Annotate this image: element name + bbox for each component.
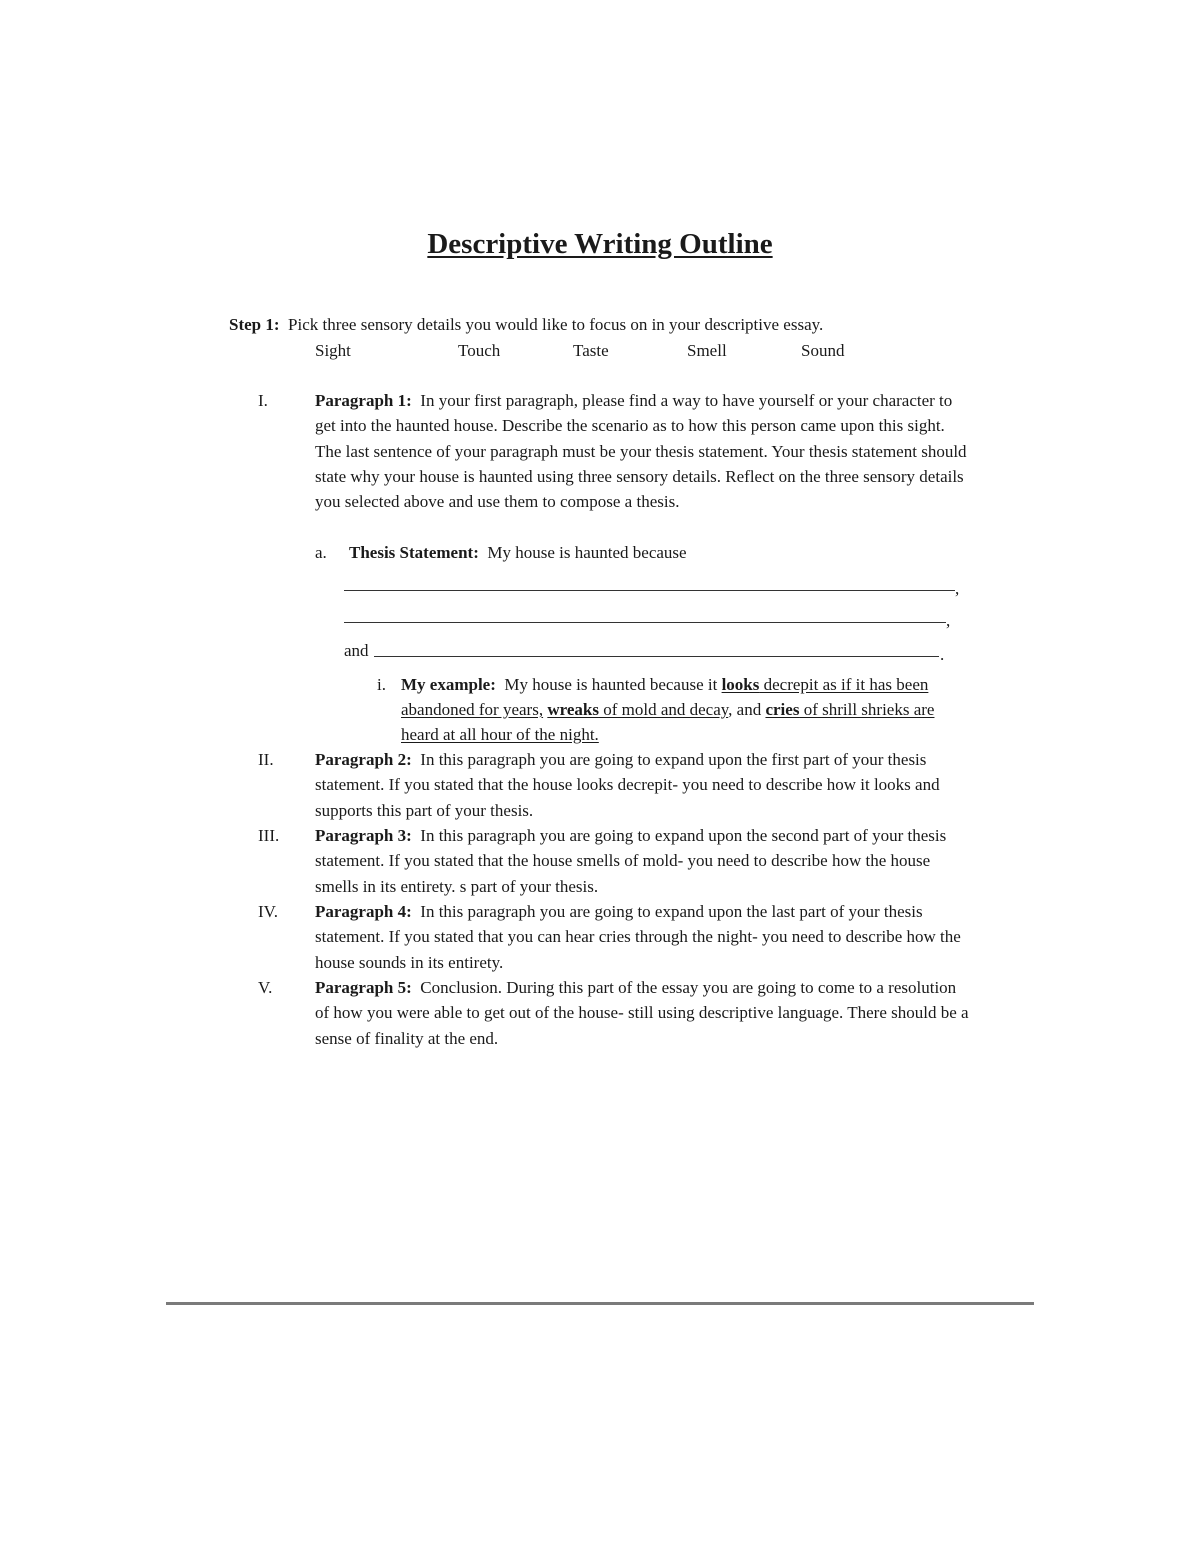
paragraph-label: Paragraph 1: [315, 391, 412, 410]
paragraph-label: Paragraph 5: [315, 978, 412, 997]
outline-item-text [315, 899, 970, 975]
thesis-blank-punct-2: , [946, 611, 951, 630]
example-separator-2: , and [728, 700, 766, 719]
example-keyword-wreaks: wreaks [547, 700, 599, 719]
step-1-label: Step 1: [229, 315, 280, 334]
example-keyword-looks: looks [721, 675, 760, 694]
outline-numeral: II. [258, 750, 274, 769]
paragraph-label: Paragraph 3: [315, 826, 412, 845]
outline-item-text [315, 823, 970, 899]
example-phrase-3: of shrill shrieks are heard at all hour of the night. [401, 700, 935, 744]
thesis-blank-line-3 [374, 656, 939, 657]
example-phrase-2: of mold and decay [598, 700, 729, 719]
footer-divider [166, 1302, 1034, 1305]
example-phrase-1: decrepit as if it has been abandoned for years, [401, 675, 929, 719]
outline-item-text [315, 975, 970, 1051]
sense-sound: Sound [801, 341, 845, 360]
paragraph-description: In this paragraph you are going to expand upon the first part of your thesis statement. If you stated that the house looks decrepit- you need to describe how it looks and supports this part of your thesis. [315, 750, 940, 820]
sense-taste: Taste [573, 341, 609, 360]
paragraph-label: Paragraph 2: [315, 750, 412, 769]
paragraph-description: In this paragraph you are going to expand upon the second part of your thesis statement. If you stated that the house smells of mold- you need to describe how the house smells in its entirety. s part of your thesis. [315, 826, 947, 896]
outline-item-text [315, 747, 970, 823]
example-keyword-cries: cries [765, 700, 800, 719]
step-1-instruction [229, 314, 989, 336]
sense-touch: Touch [458, 341, 501, 360]
thesis-text: My house is haunted because [487, 543, 687, 562]
paragraph-label: Paragraph 4: [315, 902, 412, 921]
thesis-blank-punct-1: , [955, 579, 960, 598]
outline-numeral: IV. [258, 902, 278, 921]
thesis-letter: a. [315, 543, 327, 562]
sense-list [229, 340, 989, 366]
outline-item-text [315, 388, 970, 514]
paragraph-description: Conclusion. During this part of the essay you are going to come to a resolution of how you were able to get out of the house- still using descriptive language. There should be a sense of finality at the end. [315, 978, 969, 1048]
example-lead: My house is haunted because it [504, 675, 722, 694]
sense-sight: Sight [315, 341, 351, 360]
thesis-and-label: and [344, 641, 369, 660]
step-1-text: Pick three sensory details you would like to focus on in your descriptive essay. [288, 315, 824, 334]
thesis-blank-line-1 [344, 590, 955, 591]
thesis-statement-prompt [315, 540, 687, 565]
page-title: Descriptive Writing Outline [427, 228, 773, 260]
paragraph-description: In this paragraph you are going to expand upon the last part of your thesis statement. If you stated that you can hear cries through the night- you need to describe how the house sounds in its entirety. [315, 902, 961, 972]
example-text [401, 672, 971, 747]
example-numeral: i. [377, 675, 386, 694]
outline-numeral: V. [258, 978, 273, 997]
outline-numeral: I. [258, 391, 268, 410]
sense-smell: Smell [687, 341, 727, 360]
thesis-blank-line-2 [344, 622, 946, 623]
paragraph-description: In your first paragraph, please find a way to have yourself or your character to get into the haunted house. Describe the scenario as to how this person came upon this sight. The last sentence of your paragraph must be your thesis statement. Your thesis statement should state why your house is haunted using three sensory details. Reflect on the three sensory details you selected above and use them to compose a thesis. [315, 391, 967, 512]
step-1 [229, 314, 989, 366]
example-label: My example: [401, 675, 496, 694]
thesis-label: Thesis Statement: [349, 543, 479, 562]
outline-numeral: III. [258, 826, 280, 845]
thesis-blank-punct-3: . [940, 645, 945, 664]
